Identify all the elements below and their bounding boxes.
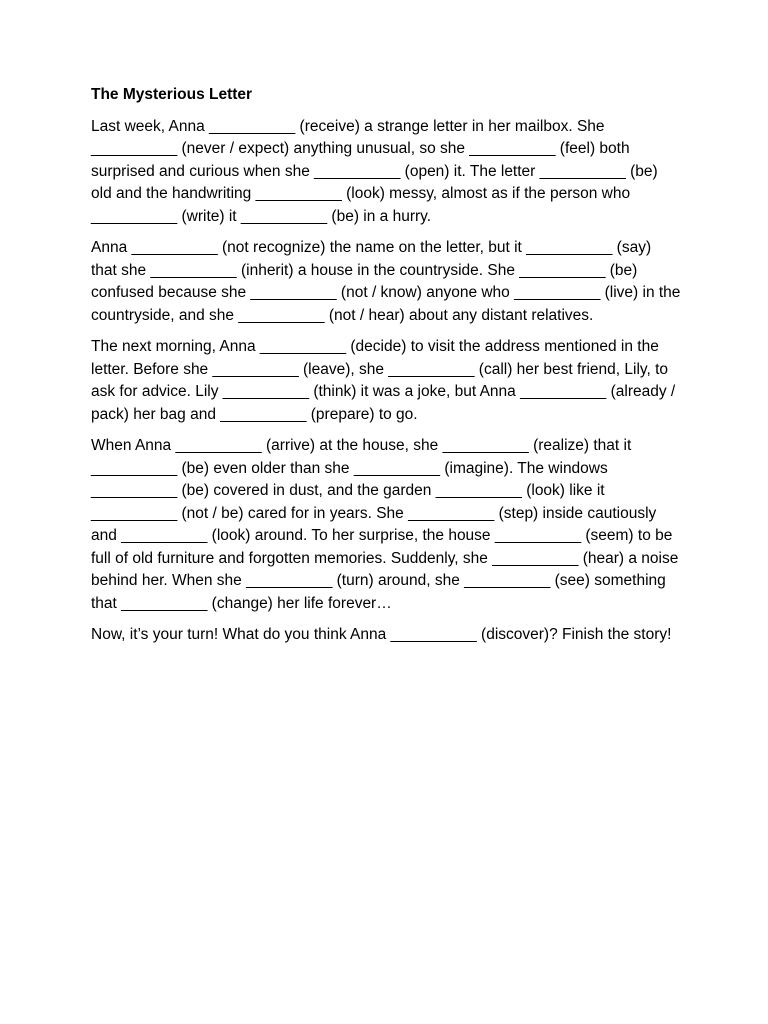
paragraph-5: Now, it’s your turn! What do you think Anna __________ (discover)? Finish the story! bbox=[91, 626, 672, 643]
paragraph-1: Last week, Anna __________ (receive) a strange letter in her mailbox. She __________ (never / expect) anything unusual, so she __________ (feel) both surprised and curious when she __________ (open) it. The letter __________ (be) old and the handwriting __________ (look) messy, almost as if the person who __________ (write) it __________ (be) in a hurry. bbox=[91, 117, 658, 225]
paragraph-4: When Anna __________ (arrive) at the house, she __________ (realize) that it __________ (be) even older than she __________ (imagine). The windows __________ (be) covered in dust, and the garden __________ (look) like it __________ (not / be) cared for in years. She __________ (step) inside cautiously and __________ (look) around. To her surprise, the house __________ (seem) to be full of old furniture and forgotten memories. Suddenly, she __________ (hear) a noise behind her. When she __________ (turn) around, she __________ (see) something that __________ (change) her life forever… bbox=[91, 437, 679, 612]
paragraph-2: Anna __________ (not recognize) the name on the letter, but it __________ (say) that she __________ (inherit) a house in the countryside. She __________ (be) confused because she __________ (not / know) anyone who __________ (live) in the countryside, and she __________ (not / hear) about any distant relatives. bbox=[91, 239, 681, 324]
document-page bbox=[91, 84, 681, 656]
paragraph-3: The next morning, Anna __________ (decide) to visit the address mentioned in the letter. Before she __________ (leave), she __________ (call) her best friend, Lily, to ask for advice. Lily __________ (think) it was a joke, but Anna __________ (already / pack) her bag and __________ (prepare) to go. bbox=[91, 338, 676, 423]
document-title: The Mysterious Letter bbox=[91, 86, 253, 103]
